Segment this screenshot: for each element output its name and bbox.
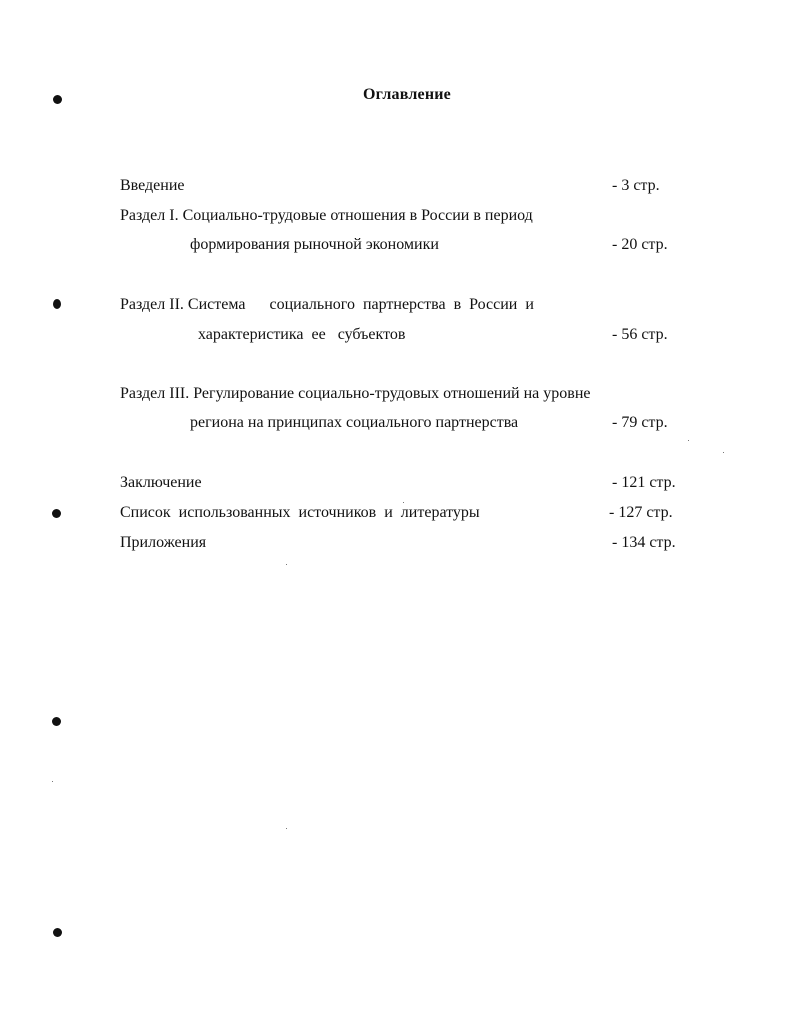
toc-entry-appendices-page: - 134 стр. xyxy=(612,534,676,551)
toc-entry-references-title: Список использованных источников и литературы xyxy=(120,504,480,521)
toc-entry-intro-title: Введение xyxy=(120,177,185,194)
toc-entry-section1-subtitle: формирования рыночной экономики xyxy=(190,236,439,253)
punch-hole-mark xyxy=(53,928,62,937)
toc-entry-section2-page: - 56 стр. xyxy=(612,326,668,343)
scan-speck xyxy=(403,502,404,503)
toc-entry-intro-page: - 3 стр. xyxy=(612,177,660,194)
punch-hole-mark xyxy=(53,95,62,104)
toc-entry-section3-title: Раздел III. Регулирование социально-трудовых отношений на уровне xyxy=(120,385,591,402)
punch-hole-mark xyxy=(52,717,61,726)
toc-entry-references-page: - 127 стр. xyxy=(609,504,673,521)
page-title: Оглавление xyxy=(363,86,451,103)
scan-speck xyxy=(286,564,287,565)
toc-entry-conclusion-title: Заключение xyxy=(120,474,202,491)
scan-speck xyxy=(52,781,53,782)
scan-speck xyxy=(286,828,287,829)
toc-entry-appendices-title: Приложения xyxy=(120,534,207,551)
toc-entry-section3-subtitle: региона на принципах социального партнерства xyxy=(190,414,519,431)
toc-entry-section1-page: - 20 стр. xyxy=(612,236,668,253)
punch-hole-mark xyxy=(52,509,61,518)
punch-hole-mark xyxy=(53,299,61,309)
toc-entry-conclusion-page: - 121 стр. xyxy=(612,474,676,491)
toc-entry-section2-title: Раздел II. Система социального партнерства в России и xyxy=(120,296,534,313)
scan-speck xyxy=(688,440,689,441)
scan-speck xyxy=(723,452,724,453)
toc-entry-section3-page: - 79 стр. xyxy=(612,414,668,431)
toc-entry-section2-subtitle: характеристика ее субъектов xyxy=(198,326,406,343)
toc-entry-section1-title: Раздел I. Социально-трудовые отношения в России в период xyxy=(120,207,533,224)
